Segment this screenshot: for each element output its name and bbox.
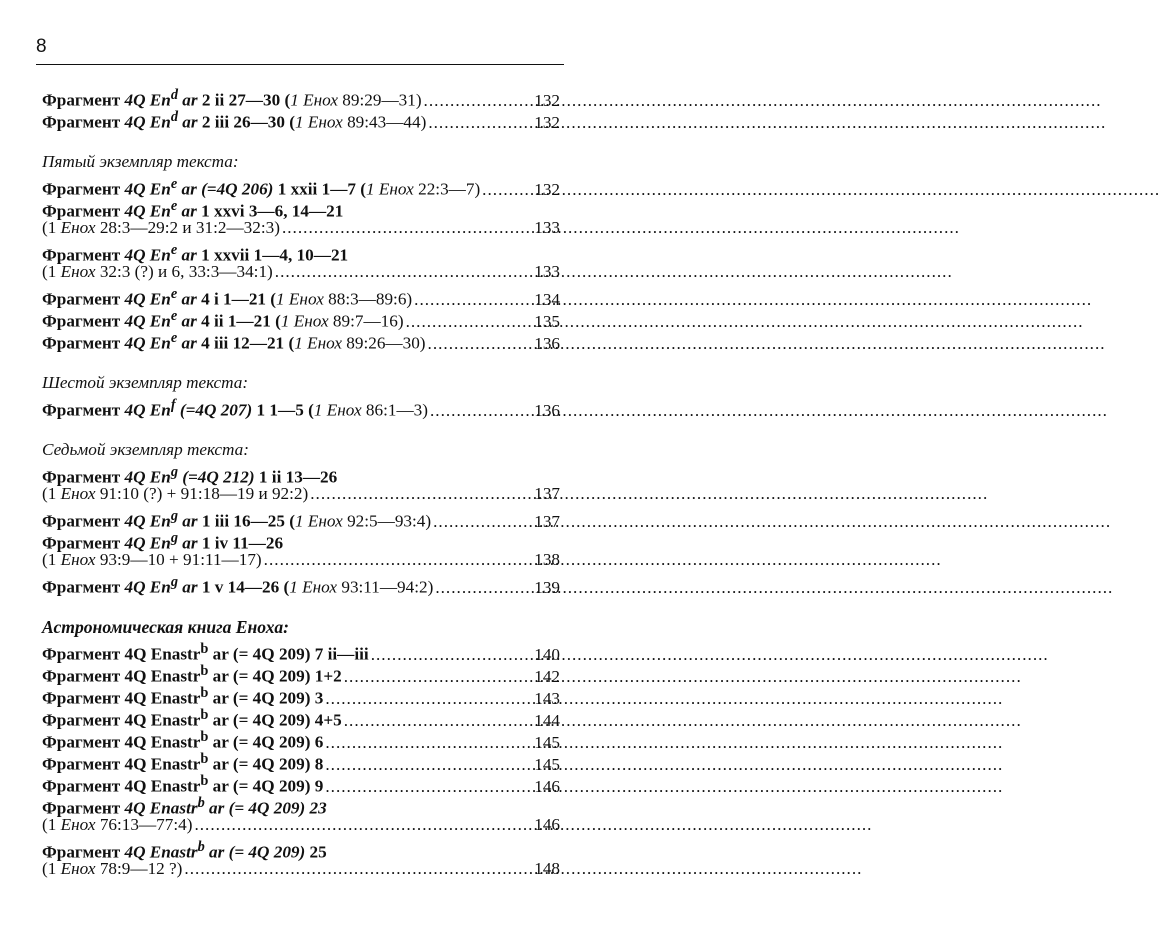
toc-page-number: 132 <box>534 90 560 110</box>
dot-leader <box>482 179 529 201</box>
toc-entry-reference[interactable]: (1 Енох 32:3 (?) и 6, 33:3—34:1) ..... 133 <box>42 261 560 283</box>
dot-leader <box>325 776 529 798</box>
toc-entry[interactable]: Фрагмент 4Q Enastr$^b$ ar (= 4Q 209) 8 ..... 145 <box>42 748 560 770</box>
toc-page-number: 137 <box>534 484 560 503</box>
dot-leader <box>282 217 529 239</box>
toc-page-number: 140 <box>534 644 560 664</box>
toc-page-number: 138 <box>534 550 560 569</box>
toc-page-number: 135 <box>534 311 560 331</box>
dot-leader <box>414 289 529 311</box>
toc-entry[interactable]: Фрагмент 4Q Enastr$^b$ ar (= 4Q 209) 6 ..... 145 <box>42 726 560 748</box>
dot-leader <box>325 754 529 776</box>
toc-page-number: 137 <box>534 511 560 531</box>
toc-entry-title[interactable]: Фрагмент 4Q En$^g$ ar 1 iv 11—26 <box>42 530 284 553</box>
toc-entry-title[interactable]: Фрагмент 4Q En$^g$ (=4Q 212) 1 ii 13—26 <box>42 464 338 487</box>
toc-entry[interactable]: Фрагмент 4Q En$^g$ ar 1 iii 16—25 (1 Енох 92:5—93:4) ..... 137 <box>42 505 560 527</box>
dot-leader <box>194 814 529 836</box>
toc-entry-title[interactable]: Фрагмент 4Q En$^e$ ar 1 xxvi 3—6, 14—21 <box>42 198 344 221</box>
section-heading: Астрономическая книга Еноха: <box>42 617 289 637</box>
toc-page-number: 139 <box>534 577 560 597</box>
dot-leader <box>430 400 529 422</box>
toc-entry[interactable]: Фрагмент 4Q En$^d$ ar 2 iii 26—30 (1 Енох 89:43—44) ..... 132 <box>42 106 560 128</box>
table-of-contents <box>42 84 560 880</box>
toc-entry[interactable]: Фрагмент 4Q En$^e$ ar 4 ii 1—21 (1 Енох 89:7—16) ..... 135 <box>42 305 560 327</box>
section-heading: Седьмой экземпляр текста: <box>42 440 249 459</box>
toc-entry-reference[interactable]: (1 Енох 93:9—10 + 91:11—17) ..... 138 <box>42 549 560 571</box>
toc-entry[interactable]: Фрагмент 4Q En$^f$ (=4Q 207) 1 1—5 (1 Енох 86:1—3) ..... 136 <box>42 394 560 416</box>
toc-entry-title[interactable]: Фрагмент 4Q Enastr$^b$ ar (= 4Q 209) 25 <box>42 839 327 862</box>
toc-page-number: 132 <box>534 112 560 132</box>
toc-entry-reference[interactable]: (1 Енох 78:9—12 ?) ..... 148 <box>42 858 560 880</box>
toc-page-number: 136 <box>534 400 560 420</box>
toc-entry[interactable]: Фрагмент 4Q En$^d$ ar 2 ii 27—30 (1 Енох 89:29—31) ..... 132 <box>42 84 560 106</box>
toc-page-number: 134 <box>534 289 560 309</box>
section-heading: Пятый экземпляр текста: <box>42 152 239 171</box>
toc-entry[interactable]: Фрагмент 4Q Enastr$^b$ ar (= 4Q 209) 4+5 ..... 144 <box>42 704 560 726</box>
dot-leader <box>325 688 529 710</box>
toc-entry[interactable]: Фрагмент 4Q En$^e$ ar 4 i 1—21 (1 Енох 88:3—89:6) ..... 134 <box>42 283 560 305</box>
page-number: 8 <box>36 36 47 57</box>
toc-page-number: 144 <box>534 710 560 730</box>
dot-leader <box>428 112 529 134</box>
toc-entry[interactable]: Фрагмент 4Q En$^e$ ar (=4Q 206) 1 xxii 1—7 (1 Енох 22:3—7) ..... 132 <box>42 173 560 195</box>
dot-leader <box>424 90 530 112</box>
toc-page-number: 132 <box>534 179 560 199</box>
dot-leader <box>428 333 530 355</box>
dot-leader <box>371 644 530 666</box>
toc-page-number: 145 <box>534 754 560 774</box>
toc-entry[interactable]: Фрагмент 4Q Enastr$^b$ ar (= 4Q 209) 7 ii—iii ..... 140 <box>42 638 560 660</box>
toc-page-number: 143 <box>534 688 560 708</box>
dot-leader <box>325 732 529 754</box>
toc-entry-title[interactable]: Фрагмент 4Q En$^e$ ar 1 xxvii 1—4, 10—21 <box>42 242 349 265</box>
toc-entry-reference[interactable]: (1 Енох 76:13—77:4) ..... 146 <box>42 814 560 836</box>
dot-leader <box>433 511 529 533</box>
toc-entry-title[interactable]: Фрагмент 4Q Enastr$^b$ ar (= 4Q 209) 23 <box>42 795 327 818</box>
toc-page-number: 136 <box>534 333 560 353</box>
toc-entry[interactable]: Фрагмент 4Q Enastr$^b$ ar (= 4Q 209) 9 ..... 146 <box>42 770 560 792</box>
section-heading: Шестой экземпляр текста: <box>42 373 249 392</box>
dot-leader <box>344 666 529 688</box>
toc-entry[interactable]: Фрагмент 4Q Enastr$^b$ ar (= 4Q 209) 1+2 ..... 142 <box>42 660 560 682</box>
toc-page-number: 145 <box>534 732 560 752</box>
dot-leader <box>184 858 529 880</box>
toc-page-number: 142 <box>534 666 560 686</box>
toc-entry-reference[interactable]: (1 Енох 91:10 (?) + 91:18—19 и 92:2) ..... 137 <box>42 483 560 505</box>
dot-leader <box>264 549 530 571</box>
toc-page-number: 133 <box>534 262 560 281</box>
toc-page-number: 148 <box>534 859 560 878</box>
toc-page-number: 146 <box>534 815 560 834</box>
toc-entry[interactable]: Фрагмент 4Q En$^e$ ar 4 iii 12—21 (1 Енох 89:26—30) ..... 136 <box>42 327 560 349</box>
toc-entry-reference[interactable]: (1 Енох 28:3—29:2 и 31:2—32:3) ..... 133 <box>42 217 560 239</box>
toc-page-number: 146 <box>534 776 560 796</box>
toc-entry[interactable]: Фрагмент 4Q En$^g$ ar 1 v 14—26 (1 Енох 93:11—94:2) ..... 139 <box>42 571 560 593</box>
toc-page-number: 133 <box>534 218 560 237</box>
dot-leader <box>435 577 529 599</box>
dot-leader <box>344 710 529 732</box>
dot-leader <box>310 483 529 505</box>
header-rule <box>36 64 564 65</box>
toc-entry[interactable]: Фрагмент 4Q Enastr$^b$ ar (= 4Q 209) 3 ..... 143 <box>42 682 560 704</box>
dot-leader <box>275 261 529 283</box>
